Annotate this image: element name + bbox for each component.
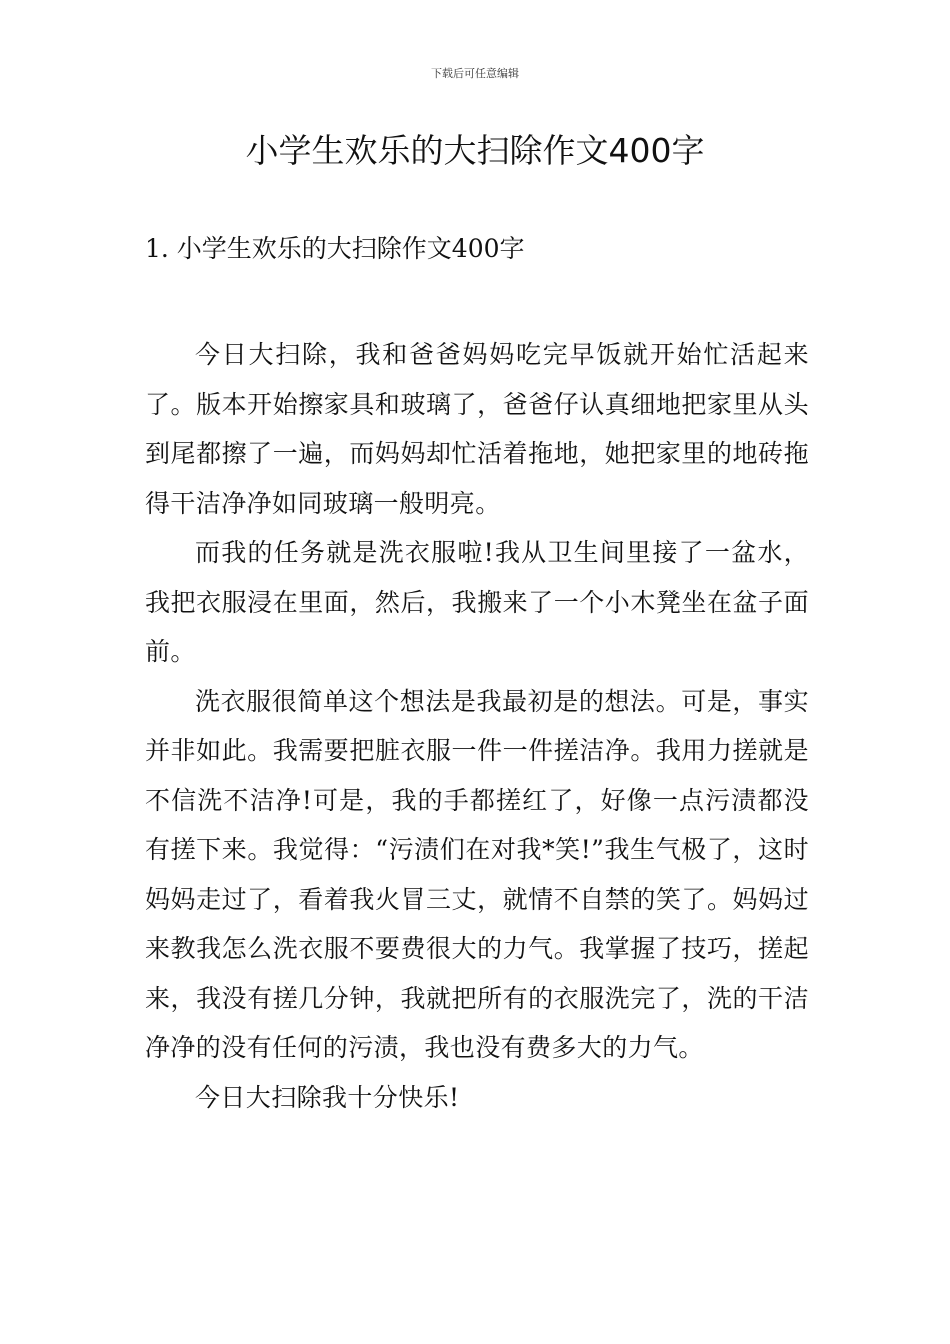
paragraph: 洗衣服很简单这个想法是我最初是的想法。可是，事实并非如此。我需要把脏衣服一件一件搓洁净。我用力搓就是不信洗不洁净!可是，我的手都搓红了，好像一点污渍都没有搓下来。我觉得：“污渍们在对我*笑!”我生气极了，这时妈妈走过了，看着我火冒三丈，就情不自禁的笑了。妈妈过来教我怎么洗衣服不要费很大的力气。我掌握了技巧，搓起来，我没有搓几分钟，我就把所有的衣服洗完了，洗的干洁净净的没有任何的污渍，我也没有费多大的力气。 <box>145 686 809 1062</box>
section-heading: 1. 小学生欢乐的大扫除作文400字 <box>145 234 525 263</box>
paragraph: 而我的任务就是洗衣服啦!我从卫生间里接了一盆水，我把衣服浸在里面，然后，我搬来了一个小木凳坐在盆子面前。 <box>145 538 809 666</box>
document-title: 小学生欢乐的大扫除作文400字 <box>245 131 705 170</box>
paragraph: 今日大扫除，我和爸爸妈妈吃完早饭就开始忙活起来了。版本开始擦家具和玻璃了，爸爸仔认真细地把家里从头到尾都擦了一遍，而妈妈却忙活着拖地，她把家里的地砖拖得干洁净净如同玻璃一般明亮。 <box>145 340 809 518</box>
header-note: 下载后可任意编辑 <box>431 67 519 80</box>
essay-body <box>145 330 809 1122</box>
paragraph: 今日大扫除我十分快乐! <box>195 1082 460 1112</box>
